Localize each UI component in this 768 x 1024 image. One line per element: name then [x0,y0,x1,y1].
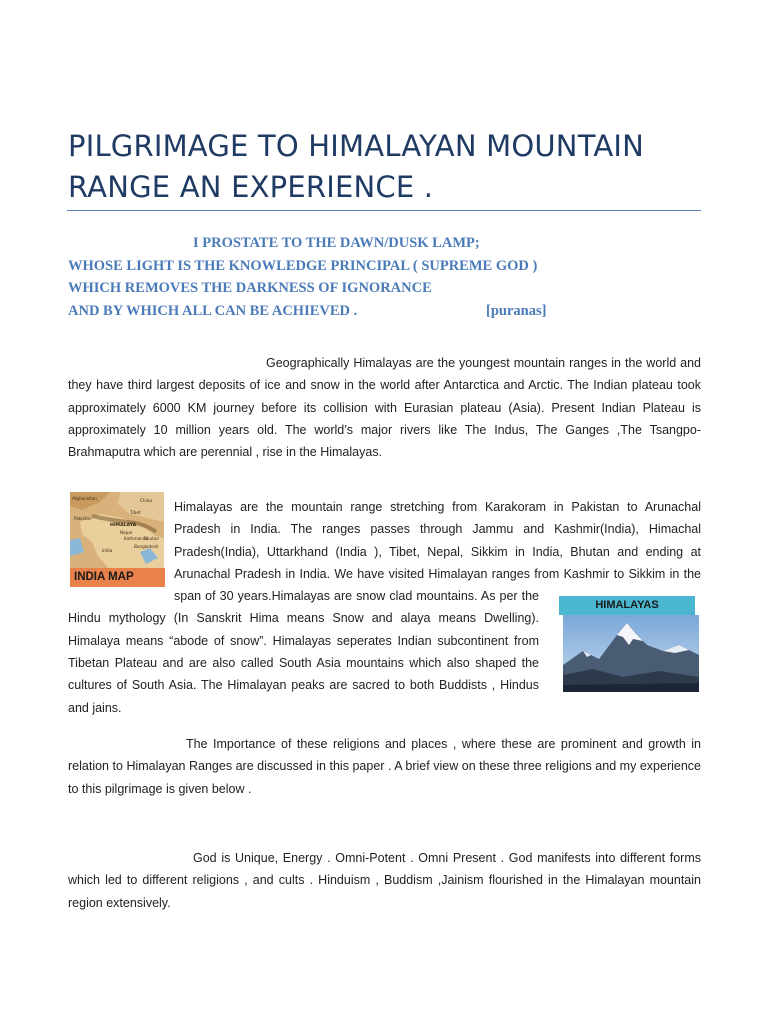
india-map-caption: INDIA MAP [70,568,165,587]
map-label-himalaya: HIMALAYA [110,523,137,528]
himalayas-caption: HIMALAYAS [559,596,695,615]
paragraph-range-text: Himalayas are the mountain range stretching from Karakoram in Pakistan to Arunachal Pradesh in India. The ranges passes through Jammu and Kashmir(India), Himachal Pradesh(India), Uttarkhand (India ), Tibet, Nepal, Sikkim in India, Bhutan and ending at Arunachal Pradesh in India. We have visited Himalayan ranges from Kashmir to Sikkim in the span of 30 years.Himalayas are snow clad mountains. As per the Hindu mythology (In Sanskrit Hima means Snow and alaya means Dwelling). Himalaya means “abode of snow”. Himalayas seperates Indian subcontinent from Tibetan Plateau and are also called South Asia mountains which also shaped the cultures of South Asia. The Himalayan peaks are sacred to both Buddists , Hindus and jains. [68,500,701,715]
invocation-line-3: WHICH REMOVES THE DARKNESS OF IGNORANCE [68,280,432,296]
title-divider [67,210,701,211]
map-label-bhutan: Bhutan [144,536,160,541]
map-label-afghanistan: Afghanistan [72,496,97,501]
paragraph-god-text: God is Unique, Energy . Omni-Potent . Omni Present . God manifests into different forms which led to different religions , and cults . Hinduism , Buddism ,Jainism flourished in the Himalayan mountain region extensively. [68,851,701,910]
title-line-1: PILGRIMAGE TO HIMALAYAN MOUNTAIN [68,129,645,163]
invocation-line-2: WHOSE LIGHT IS THE KNOWLEDGE PRINCIPAL ( SUPREME GOD ) [68,257,538,274]
invocation-line-1: I PROSTATE TO THE DAWN/DUSK LAMP; [193,235,480,251]
paragraph-geography-text: Geographically Himalayas are the youngest mountain ranges in the world and they have third largest deposits of ice and snow in the world after Antarctica and Arctic. The Indian plateau took approximately 6000 KM journey before its collision with Eurasian plateau (Asia). Present Indian Plateau is approximately 10 million years old. The world’s major rivers like The Indus, The Ganges ,The Tsangpo-Brahmaputra which are perennial , rise in the Himalayas. [68,356,701,460]
map-label-bangladesh: Bangladesh [134,544,159,549]
map-label-kathmandu: Kathmandu [124,536,149,541]
paragraph-importance-text: The Importance of these religions and places , where these are prominent and growth in relation to Himalayan Ranges are discussed in this paper . A brief view on these three religions and my experience to this pilgrimage is given below . [68,737,701,796]
india-map-image [70,492,164,570]
map-label-tibet: Tibet [130,510,141,515]
title-line-2: RANGE AN EXPERIENCE . [68,170,434,204]
map-label-china: China [140,498,152,503]
map-label-pakistan: Pakistan [74,516,92,521]
map-label-india: India [102,548,113,553]
india-map-figure [68,492,174,592]
himalayas-photo [563,615,699,692]
document-title [68,126,708,208]
paragraph-god [68,847,701,914]
invocation-verse [68,232,708,322]
paragraph-importance [68,733,701,800]
paragraph-range [68,496,701,719]
invocation-source: [puranas] [486,302,547,319]
map-label-nepal: Nepal [120,530,133,535]
paragraph-geography [68,352,701,463]
himalayas-figure [551,596,701,712]
invocation-line-4: AND BY WHICH ALL CAN BE ACHIEVED . [68,302,358,319]
